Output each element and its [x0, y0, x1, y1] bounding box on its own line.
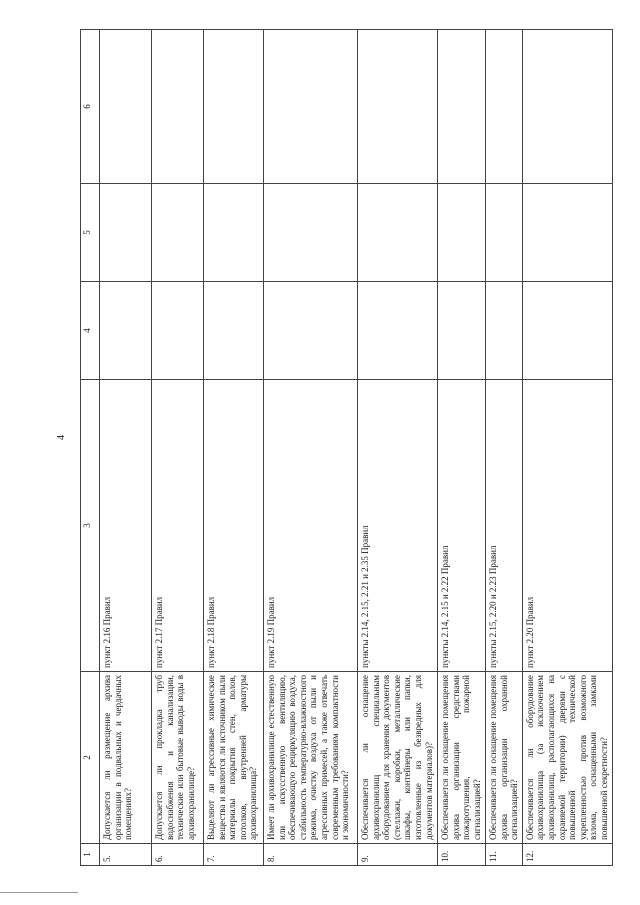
note-cell	[100, 30, 152, 184]
row-number: 7.	[204, 844, 264, 866]
reference-cell: пункт 2.19 Правил	[264, 380, 358, 672]
reference-cell: пункт 2.20 Правил	[522, 380, 612, 672]
table-row	[486, 30, 523, 866]
table-row	[204, 30, 264, 866]
answer-yes-cell	[486, 282, 523, 380]
table-header-row	[81, 30, 100, 866]
note-cell	[204, 30, 264, 184]
row-number: 5.	[100, 844, 152, 866]
answer-no-cell	[100, 184, 152, 282]
question-cell: Допускается ли прокладка труб водоснабжения и канализации, технические или бытовые выводы воды в архивохранилище?	[152, 672, 204, 844]
question-cell: Обеспечивается ли оснащение помещения архива организации охранной сигнализацией?	[486, 672, 523, 844]
answer-yes-cell	[204, 282, 264, 380]
row-number: 9.	[358, 844, 438, 866]
note-cell	[486, 30, 523, 184]
answer-yes-cell	[264, 282, 358, 380]
answer-no-cell	[522, 184, 612, 282]
reference-cell: пункты 2.14, 2.15 и 2.22 Правил	[438, 380, 486, 672]
question-cell: Обеспечивается ли оборудование архивохранилища (за исключением архивохранилищ, располагающихся на охраняемой территории) дверями с повышенной технической укрепленностью против возможного взлома, оснащенными замками повышенной секретности?	[522, 672, 612, 844]
header-col-5: 5	[81, 184, 100, 282]
table-row	[522, 30, 612, 866]
answer-no-cell	[358, 184, 438, 282]
answer-no-cell	[152, 184, 204, 282]
footer-rule	[0, 892, 78, 893]
table-row	[152, 30, 204, 866]
answer-yes-cell	[152, 282, 204, 380]
table-row	[264, 30, 358, 866]
answer-yes-cell	[438, 282, 486, 380]
answer-no-cell	[486, 184, 523, 282]
rotated-table-container	[80, 30, 610, 866]
header-col-3: 3	[81, 380, 100, 672]
header-col-2: 2	[81, 672, 100, 844]
reference-cell: пункт 2.16 Правил	[100, 380, 152, 672]
reference-cell: пункты 2.15, 2.20 и 2.23 Правил	[486, 380, 523, 672]
answer-no-cell	[438, 184, 486, 282]
note-cell	[522, 30, 612, 184]
question-cell: Допускается ли размещение архива организации в подвальных и чердачных помещениях?	[100, 672, 152, 844]
header-col-6: 6	[81, 30, 100, 184]
question-cell: Обеспечивается ли оснащение архивохранилищ специальным оборудованием для хранения документов (стеллажи, коробки, металлические шкафы, контейнеры или папки, изготовленные из безвредных для документов материалов)?	[358, 672, 438, 844]
note-cell	[438, 30, 486, 184]
row-number: 11.	[486, 844, 523, 866]
answer-yes-cell	[522, 282, 612, 380]
answer-yes-cell	[358, 282, 438, 380]
question-cell: Обеспечивается ли оснащение помещения архива организации средствами пожаротушения, пожарной сигнализацией?	[438, 672, 486, 844]
page-number: 4	[56, 435, 67, 440]
note-cell	[264, 30, 358, 184]
reference-cell: пункты 2.14, 2.15, 2.21 и 2.35 Правил	[358, 380, 438, 672]
header-col-1: 1	[81, 844, 100, 866]
table-row	[358, 30, 438, 866]
answer-no-cell	[264, 184, 358, 282]
table-row	[100, 30, 152, 866]
answer-yes-cell	[100, 282, 152, 380]
reference-cell: пункт 2.18 Правил	[204, 380, 264, 672]
checklist-table	[80, 29, 613, 866]
note-cell	[152, 30, 204, 184]
note-cell	[358, 30, 438, 184]
header-col-4: 4	[81, 282, 100, 380]
row-number: 10.	[438, 844, 486, 866]
row-number: 8.	[264, 844, 358, 866]
row-number: 12.	[522, 844, 612, 866]
table-row	[438, 30, 486, 866]
answer-no-cell	[204, 184, 264, 282]
row-number: 6.	[152, 844, 204, 866]
question-cell: Имеет ли архивохранилище естественную или искусственную вентиляцию, обеспечивающую рециркуляцию воздуха, стабильность температурно-влажностного режима, очистку воздуха от пыли и агрессивных примесей, а также отвечать современным требованиям компактности и экономичности?	[264, 672, 358, 844]
question-cell: Выделяют ли агрессивные химические вещества и являются ли источником пыли материалы покрытия стен, полов, потолков, внутренней арматуры архивохранилища?	[204, 672, 264, 844]
reference-cell: пункт 2.17 Правил	[152, 380, 204, 672]
